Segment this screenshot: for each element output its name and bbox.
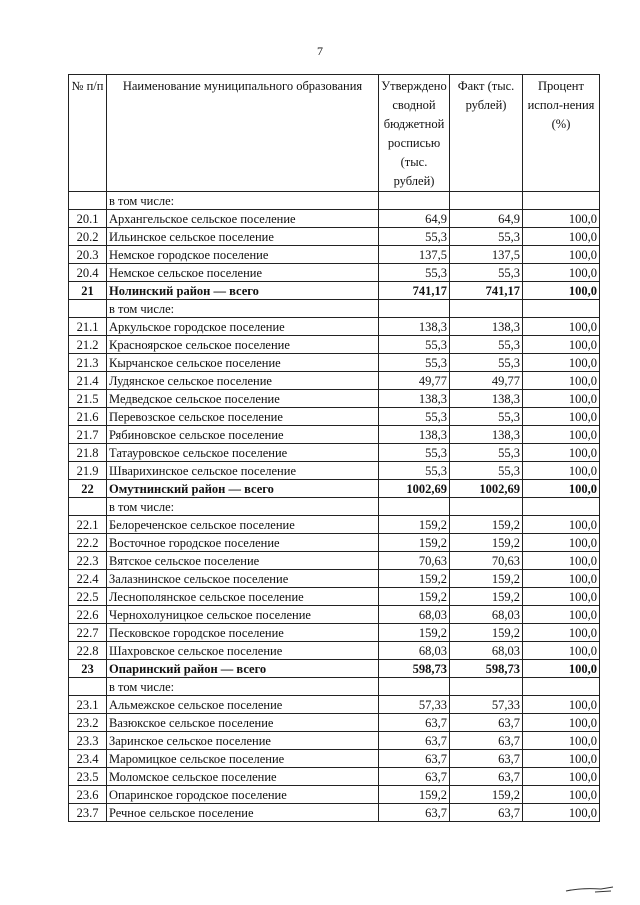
cell-num: 22.6 bbox=[69, 606, 107, 624]
table-row-subheading bbox=[69, 678, 600, 696]
cell-percent: 100,0 bbox=[523, 696, 600, 714]
cell-percent: 100,0 bbox=[523, 570, 600, 588]
table-row bbox=[69, 732, 600, 750]
table-row bbox=[69, 318, 600, 336]
budget-table bbox=[68, 74, 600, 822]
cell-num: 21.4 bbox=[69, 372, 107, 390]
header-approved: Утверждено сводной бюджетной росписью (тыс. рублей) bbox=[379, 75, 450, 192]
cell-num: 22.5 bbox=[69, 588, 107, 606]
cell-fact bbox=[450, 678, 523, 696]
cell-fact bbox=[450, 300, 523, 318]
cell-percent: 100,0 bbox=[523, 336, 600, 354]
cell-fact: 55,3 bbox=[450, 336, 523, 354]
cell-percent: 100,0 bbox=[523, 786, 600, 804]
cell-name: Аркульское городское поселение bbox=[107, 318, 379, 336]
cell-approved: 138,3 bbox=[379, 390, 450, 408]
cell-approved: 63,7 bbox=[379, 768, 450, 786]
table-row bbox=[69, 390, 600, 408]
cell-approved: 159,2 bbox=[379, 516, 450, 534]
cell-name: Немское городское поселение bbox=[107, 246, 379, 264]
cell-num: 22 bbox=[69, 480, 107, 498]
cell-num: 21.6 bbox=[69, 408, 107, 426]
cell-name: Шахровское сельское поселение bbox=[107, 642, 379, 660]
cell-percent: 100,0 bbox=[523, 354, 600, 372]
cell-name: Шварихинское сельское поселение bbox=[107, 462, 379, 480]
cell-percent: 100,0 bbox=[523, 408, 600, 426]
cell-num: 22.7 bbox=[69, 624, 107, 642]
cell-num: 22.4 bbox=[69, 570, 107, 588]
cell-fact: 55,3 bbox=[450, 444, 523, 462]
cell-name: Ильинское сельское поселение bbox=[107, 228, 379, 246]
cell-name: Медведское сельское поселение bbox=[107, 390, 379, 408]
cell-percent: 100,0 bbox=[523, 516, 600, 534]
cell-num: 23 bbox=[69, 660, 107, 678]
cell-percent: 100,0 bbox=[523, 534, 600, 552]
table-row bbox=[69, 462, 600, 480]
cell-name: Архангельское сельское поселение bbox=[107, 210, 379, 228]
cell-num: 23.6 bbox=[69, 786, 107, 804]
cell-approved: 68,03 bbox=[379, 606, 450, 624]
cell-fact: 55,3 bbox=[450, 408, 523, 426]
table-row-total bbox=[69, 282, 600, 300]
cell-percent: 100,0 bbox=[523, 768, 600, 786]
cell-num: 20.4 bbox=[69, 264, 107, 282]
cell-percent: 100,0 bbox=[523, 264, 600, 282]
cell-name: Вазюкское сельское поселение bbox=[107, 714, 379, 732]
cell-approved: 159,2 bbox=[379, 588, 450, 606]
cell-num: 22.8 bbox=[69, 642, 107, 660]
cell-fact: 57,33 bbox=[450, 696, 523, 714]
cell-approved: 741,17 bbox=[379, 282, 450, 300]
signature-mark bbox=[565, 885, 615, 895]
cell-name: Опаринское городское поселение bbox=[107, 786, 379, 804]
cell-name: Красноярское сельское поселение bbox=[107, 336, 379, 354]
cell-approved: 138,3 bbox=[379, 426, 450, 444]
cell-num: 21.7 bbox=[69, 426, 107, 444]
cell-percent: 100,0 bbox=[523, 318, 600, 336]
cell-name: Перевозское сельское поселение bbox=[107, 408, 379, 426]
cell-percent: 100,0 bbox=[523, 750, 600, 768]
cell-percent: 100,0 bbox=[523, 372, 600, 390]
table-row bbox=[69, 552, 600, 570]
cell-num: 21.1 bbox=[69, 318, 107, 336]
cell-name: Белореченское сельское поселение bbox=[107, 516, 379, 534]
cell-fact bbox=[450, 498, 523, 516]
cell-fact bbox=[450, 192, 523, 210]
cell-percent: 100,0 bbox=[523, 426, 600, 444]
cell-approved: 64,9 bbox=[379, 210, 450, 228]
cell-approved: 138,3 bbox=[379, 318, 450, 336]
cell-name: в том числе: bbox=[107, 498, 379, 516]
cell-name: Кырчанское сельское поселение bbox=[107, 354, 379, 372]
cell-fact: 159,2 bbox=[450, 570, 523, 588]
cell-percent: 100,0 bbox=[523, 246, 600, 264]
table-row bbox=[69, 588, 600, 606]
cell-percent: 100,0 bbox=[523, 462, 600, 480]
cell-fact: 64,9 bbox=[450, 210, 523, 228]
table-row bbox=[69, 642, 600, 660]
cell-percent: 100,0 bbox=[523, 444, 600, 462]
cell-fact: 63,7 bbox=[450, 732, 523, 750]
cell-num: 23.7 bbox=[69, 804, 107, 822]
cell-name: Альмежское сельское поселение bbox=[107, 696, 379, 714]
cell-name: в том числе: bbox=[107, 678, 379, 696]
cell-name: Восточное городское поселение bbox=[107, 534, 379, 552]
table-row bbox=[69, 444, 600, 462]
cell-name: Омутнинский район — всего bbox=[107, 480, 379, 498]
cell-name: Чернохолуницкое сельское поселение bbox=[107, 606, 379, 624]
cell-percent bbox=[523, 498, 600, 516]
table-row bbox=[69, 264, 600, 282]
header-percent: Процент испол-нения (%) bbox=[523, 75, 600, 192]
cell-approved: 55,3 bbox=[379, 228, 450, 246]
cell-approved: 55,3 bbox=[379, 408, 450, 426]
cell-fact: 159,2 bbox=[450, 516, 523, 534]
cell-approved: 63,7 bbox=[379, 714, 450, 732]
cell-percent: 100,0 bbox=[523, 552, 600, 570]
cell-num: 23.5 bbox=[69, 768, 107, 786]
cell-percent: 100,0 bbox=[523, 804, 600, 822]
table-row bbox=[69, 372, 600, 390]
cell-num: 21.5 bbox=[69, 390, 107, 408]
table-row bbox=[69, 426, 600, 444]
table-row bbox=[69, 570, 600, 588]
cell-approved: 55,3 bbox=[379, 462, 450, 480]
cell-num: 23.1 bbox=[69, 696, 107, 714]
table-row-subheading bbox=[69, 192, 600, 210]
cell-approved: 159,2 bbox=[379, 534, 450, 552]
cell-name: Рябиновское сельское поселение bbox=[107, 426, 379, 444]
cell-num: 21.2 bbox=[69, 336, 107, 354]
cell-approved: 598,73 bbox=[379, 660, 450, 678]
cell-num bbox=[69, 300, 107, 318]
cell-fact: 137,5 bbox=[450, 246, 523, 264]
table-row-subheading bbox=[69, 300, 600, 318]
table-header-row bbox=[69, 75, 600, 192]
cell-fact: 159,2 bbox=[450, 624, 523, 642]
table-row bbox=[69, 210, 600, 228]
cell-name: Леснополянское сельское поселение bbox=[107, 588, 379, 606]
cell-num bbox=[69, 192, 107, 210]
table-row bbox=[69, 228, 600, 246]
cell-fact: 138,3 bbox=[450, 426, 523, 444]
cell-approved: 68,03 bbox=[379, 642, 450, 660]
cell-percent: 100,0 bbox=[523, 480, 600, 498]
cell-name: в том числе: bbox=[107, 192, 379, 210]
cell-fact: 138,3 bbox=[450, 318, 523, 336]
cell-fact: 63,7 bbox=[450, 804, 523, 822]
cell-percent: 100,0 bbox=[523, 624, 600, 642]
header-name: Наименование муниципального образования bbox=[107, 75, 379, 192]
cell-fact: 741,17 bbox=[450, 282, 523, 300]
cell-percent: 100,0 bbox=[523, 228, 600, 246]
cell-approved: 137,5 bbox=[379, 246, 450, 264]
cell-name: Заринское сельское поселение bbox=[107, 732, 379, 750]
cell-fact: 70,63 bbox=[450, 552, 523, 570]
cell-name: в том числе: bbox=[107, 300, 379, 318]
cell-approved: 49,77 bbox=[379, 372, 450, 390]
cell-num: 22.3 bbox=[69, 552, 107, 570]
page-number: 7 bbox=[317, 44, 323, 58]
cell-fact: 138,3 bbox=[450, 390, 523, 408]
cell-percent: 100,0 bbox=[523, 282, 600, 300]
cell-percent: 100,0 bbox=[523, 660, 600, 678]
cell-percent: 100,0 bbox=[523, 732, 600, 750]
table-row bbox=[69, 336, 600, 354]
cell-num bbox=[69, 678, 107, 696]
cell-name: Татауровское сельское поселение bbox=[107, 444, 379, 462]
cell-percent: 100,0 bbox=[523, 714, 600, 732]
cell-percent: 100,0 bbox=[523, 642, 600, 660]
cell-num: 23.3 bbox=[69, 732, 107, 750]
cell-num: 22.2 bbox=[69, 534, 107, 552]
cell-percent bbox=[523, 678, 600, 696]
cell-num bbox=[69, 498, 107, 516]
cell-name: Моломское сельское поселение bbox=[107, 768, 379, 786]
cell-percent bbox=[523, 300, 600, 318]
cell-num: 21.9 bbox=[69, 462, 107, 480]
cell-approved bbox=[379, 192, 450, 210]
cell-name: Немское сельское поселение bbox=[107, 264, 379, 282]
cell-approved bbox=[379, 498, 450, 516]
table-row bbox=[69, 768, 600, 786]
cell-approved: 55,3 bbox=[379, 336, 450, 354]
cell-approved: 55,3 bbox=[379, 354, 450, 372]
cell-approved: 1002,69 bbox=[379, 480, 450, 498]
cell-name: Опаринский район — всего bbox=[107, 660, 379, 678]
cell-num: 21.3 bbox=[69, 354, 107, 372]
table-row bbox=[69, 534, 600, 552]
cell-approved bbox=[379, 300, 450, 318]
cell-num: 23.2 bbox=[69, 714, 107, 732]
cell-fact: 159,2 bbox=[450, 534, 523, 552]
cell-fact: 55,3 bbox=[450, 462, 523, 480]
cell-fact: 55,3 bbox=[450, 264, 523, 282]
cell-fact: 68,03 bbox=[450, 642, 523, 660]
cell-name: Речное сельское поселение bbox=[107, 804, 379, 822]
table-row bbox=[69, 624, 600, 642]
cell-num: 23.4 bbox=[69, 750, 107, 768]
cell-name: Вятское сельское поселение bbox=[107, 552, 379, 570]
cell-num: 21 bbox=[69, 282, 107, 300]
table-row bbox=[69, 750, 600, 768]
cell-percent: 100,0 bbox=[523, 390, 600, 408]
cell-percent: 100,0 bbox=[523, 588, 600, 606]
table-row bbox=[69, 516, 600, 534]
cell-fact: 63,7 bbox=[450, 714, 523, 732]
cell-approved: 63,7 bbox=[379, 732, 450, 750]
table-row bbox=[69, 714, 600, 732]
cell-fact: 68,03 bbox=[450, 606, 523, 624]
cell-name: Маромицкое сельское поселение bbox=[107, 750, 379, 768]
cell-num: 21.8 bbox=[69, 444, 107, 462]
table-row bbox=[69, 606, 600, 624]
table-row bbox=[69, 786, 600, 804]
cell-num: 20.1 bbox=[69, 210, 107, 228]
cell-fact: 55,3 bbox=[450, 354, 523, 372]
cell-percent: 100,0 bbox=[523, 606, 600, 624]
cell-approved: 57,33 bbox=[379, 696, 450, 714]
table-row-total bbox=[69, 480, 600, 498]
cell-approved bbox=[379, 678, 450, 696]
cell-num: 20.2 bbox=[69, 228, 107, 246]
cell-fact: 159,2 bbox=[450, 786, 523, 804]
cell-approved: 159,2 bbox=[379, 624, 450, 642]
table-row bbox=[69, 354, 600, 372]
table-row bbox=[69, 696, 600, 714]
cell-num: 22.1 bbox=[69, 516, 107, 534]
cell-fact: 63,7 bbox=[450, 750, 523, 768]
cell-approved: 63,7 bbox=[379, 804, 450, 822]
table-row bbox=[69, 804, 600, 822]
cell-approved: 70,63 bbox=[379, 552, 450, 570]
cell-fact: 159,2 bbox=[450, 588, 523, 606]
cell-approved: 55,3 bbox=[379, 264, 450, 282]
cell-fact: 598,73 bbox=[450, 660, 523, 678]
table-body bbox=[69, 192, 600, 822]
cell-name: Нолинский район — всего bbox=[107, 282, 379, 300]
cell-percent: 100,0 bbox=[523, 210, 600, 228]
cell-name: Песковское городское поселение bbox=[107, 624, 379, 642]
cell-name: Залазнинское сельское поселение bbox=[107, 570, 379, 588]
cell-fact: 63,7 bbox=[450, 768, 523, 786]
cell-name: Лудянское сельское поселение bbox=[107, 372, 379, 390]
cell-fact: 55,3 bbox=[450, 228, 523, 246]
cell-approved: 55,3 bbox=[379, 444, 450, 462]
cell-fact: 49,77 bbox=[450, 372, 523, 390]
cell-approved: 159,2 bbox=[379, 570, 450, 588]
header-num: № п/п bbox=[69, 75, 107, 192]
table-row bbox=[69, 246, 600, 264]
cell-num: 20.3 bbox=[69, 246, 107, 264]
cell-fact: 1002,69 bbox=[450, 480, 523, 498]
cell-percent bbox=[523, 192, 600, 210]
header-fact: Факт (тыс. рублей) bbox=[450, 75, 523, 192]
cell-approved: 159,2 bbox=[379, 786, 450, 804]
table-row-total bbox=[69, 660, 600, 678]
cell-approved: 63,7 bbox=[379, 750, 450, 768]
table-row bbox=[69, 408, 600, 426]
table-row-subheading bbox=[69, 498, 600, 516]
